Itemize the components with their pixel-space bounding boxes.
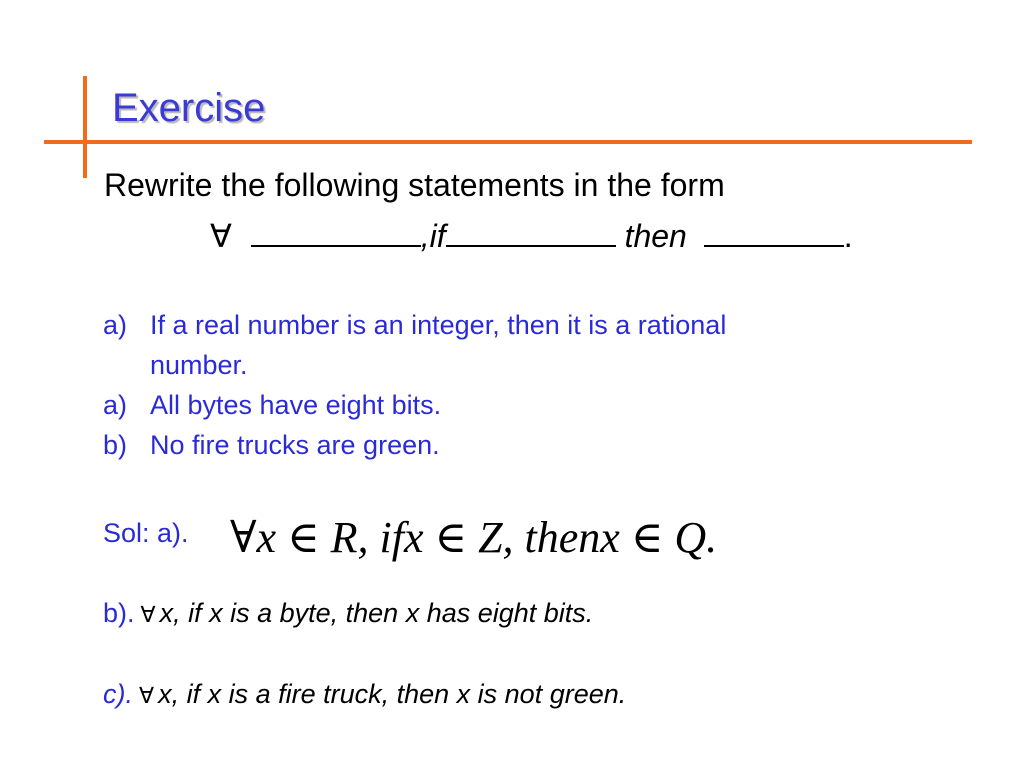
list-item [103, 305, 726, 385]
item-line: If a real number is an integer, then it is a rational [150, 310, 727, 340]
list-item [103, 385, 726, 425]
answer-c-text: x, if x is a fire truck, then x is not green. [158, 679, 627, 709]
answer-b [103, 593, 593, 635]
form-period: . [843, 218, 853, 254]
item-line: number. [150, 350, 248, 380]
form-if: ,if [420, 218, 446, 254]
item-line: No fire trucks are green. [150, 430, 440, 460]
answer-c [103, 674, 626, 716]
item-marker: b) [103, 430, 128, 460]
forall-symbol: ∀ [210, 218, 232, 254]
accent-horizontal-line [44, 140, 972, 144]
slide-title: Exercise [112, 86, 266, 130]
answer-b-marker: b). [103, 598, 135, 628]
item-line: All bytes have eight bits. [150, 390, 442, 420]
item-marker: a) [103, 390, 128, 420]
form-then: then [624, 218, 687, 254]
forall-symbol: ∀ [139, 683, 155, 708]
form-template [210, 213, 853, 256]
statement-list [103, 305, 726, 465]
answer-b-text: x, if x is a byte, then x has eight bits. [159, 598, 594, 628]
blank-hypothesis [446, 213, 616, 247]
answer-c-marker: c). [103, 679, 133, 709]
blank-domain [251, 213, 421, 247]
list-item [103, 425, 726, 465]
intro-text: Rewrite the following statements in the form [104, 167, 725, 203]
blank-conclusion [704, 213, 844, 247]
forall-symbol: ∀ [140, 602, 156, 627]
solution-label: Sol: a). [103, 518, 189, 548]
accent-vertical-line [83, 76, 87, 178]
solution-formula: ∀x ∈ R, ifx ∈ Z, thenx ∈ Q. [230, 513, 718, 562]
item-marker: a) [103, 310, 128, 340]
